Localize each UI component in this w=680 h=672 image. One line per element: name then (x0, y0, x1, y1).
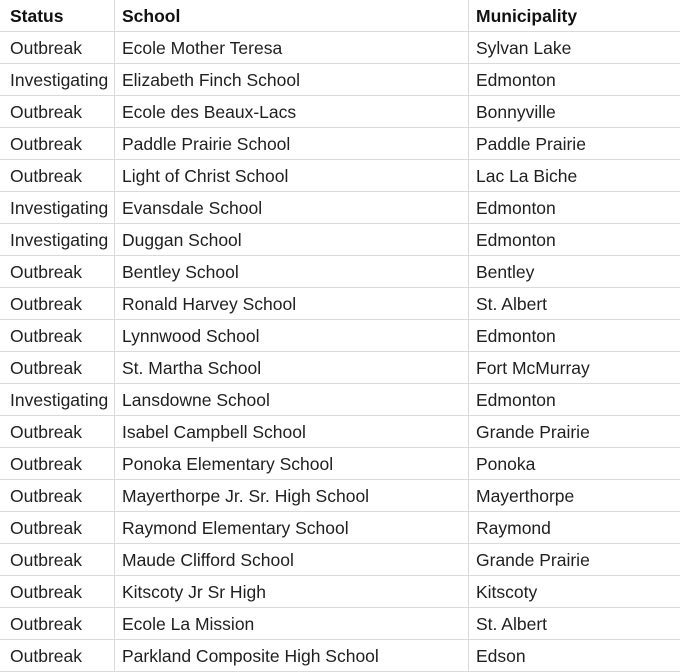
header-row (0, 0, 680, 32)
cell-status[interactable]: Outbreak (0, 288, 115, 320)
table-row (0, 384, 680, 416)
cell-school[interactable]: Parkland Composite High School (115, 640, 469, 672)
table-row (0, 480, 680, 512)
cell-status[interactable]: Investigating (0, 64, 115, 96)
cell-status[interactable]: Outbreak (0, 256, 115, 288)
cell-school[interactable]: Ecole Mother Teresa (115, 32, 469, 64)
header-school[interactable]: School (115, 0, 469, 32)
cell-status[interactable]: Investigating (0, 384, 115, 416)
cell-status[interactable]: Outbreak (0, 640, 115, 672)
header-status[interactable]: Status (0, 0, 115, 32)
cell-school[interactable]: Elizabeth Finch School (115, 64, 469, 96)
cell-status[interactable]: Outbreak (0, 480, 115, 512)
cell-municipality[interactable]: Edmonton (469, 320, 680, 352)
table-row (0, 352, 680, 384)
cell-municipality[interactable]: Paddle Prairie (469, 128, 680, 160)
header-municipality[interactable]: Municipality (469, 0, 680, 32)
cell-municipality[interactable]: St. Albert (469, 288, 680, 320)
cell-municipality[interactable]: Grande Prairie (469, 416, 680, 448)
cell-status[interactable]: Outbreak (0, 160, 115, 192)
table-row (0, 224, 680, 256)
cell-municipality[interactable]: Grande Prairie (469, 544, 680, 576)
cell-municipality[interactable]: Fort McMurray (469, 352, 680, 384)
table-row (0, 160, 680, 192)
cell-status[interactable]: Outbreak (0, 608, 115, 640)
cell-municipality[interactable]: Ponoka (469, 448, 680, 480)
table-row (0, 64, 680, 96)
cell-school[interactable]: Lansdowne School (115, 384, 469, 416)
table-row (0, 96, 680, 128)
cell-municipality[interactable]: Bentley (469, 256, 680, 288)
table-row (0, 128, 680, 160)
cell-status[interactable]: Outbreak (0, 448, 115, 480)
table-row (0, 448, 680, 480)
cell-municipality[interactable]: Edmonton (469, 64, 680, 96)
cell-school[interactable]: Lynnwood School (115, 320, 469, 352)
cell-school[interactable]: Maude Clifford School (115, 544, 469, 576)
cell-school[interactable]: Kitscoty Jr Sr High (115, 576, 469, 608)
cell-municipality[interactable]: Sylvan Lake (469, 32, 680, 64)
cell-school[interactable]: Ronald Harvey School (115, 288, 469, 320)
table-row (0, 512, 680, 544)
cell-municipality[interactable]: Edmonton (469, 192, 680, 224)
cell-school[interactable]: Isabel Campbell School (115, 416, 469, 448)
cell-school[interactable]: Mayerthorpe Jr. Sr. High School (115, 480, 469, 512)
cell-status[interactable]: Outbreak (0, 576, 115, 608)
cell-school[interactable]: Duggan School (115, 224, 469, 256)
cell-status[interactable]: Investigating (0, 192, 115, 224)
cell-school[interactable]: Light of Christ School (115, 160, 469, 192)
cell-status[interactable]: Outbreak (0, 512, 115, 544)
cell-school[interactable]: Raymond Elementary School (115, 512, 469, 544)
cell-school[interactable]: Evansdale School (115, 192, 469, 224)
table-row (0, 544, 680, 576)
cell-municipality[interactable]: Mayerthorpe (469, 480, 680, 512)
cell-municipality[interactable]: Edson (469, 640, 680, 672)
cell-municipality[interactable]: Bonnyville (469, 96, 680, 128)
cell-school[interactable]: Bentley School (115, 256, 469, 288)
cell-status[interactable]: Outbreak (0, 128, 115, 160)
cell-school[interactable]: Ecole des Beaux-Lacs (115, 96, 469, 128)
cell-municipality[interactable]: St. Albert (469, 608, 680, 640)
table-row (0, 640, 680, 672)
table-row (0, 192, 680, 224)
cell-school[interactable]: St. Martha School (115, 352, 469, 384)
cell-status[interactable]: Outbreak (0, 544, 115, 576)
cell-school[interactable]: Ponoka Elementary School (115, 448, 469, 480)
cell-status[interactable]: Outbreak (0, 320, 115, 352)
table-row (0, 608, 680, 640)
cell-municipality[interactable]: Edmonton (469, 384, 680, 416)
cell-municipality[interactable]: Edmonton (469, 224, 680, 256)
cell-municipality[interactable]: Kitscoty (469, 576, 680, 608)
table-row (0, 576, 680, 608)
cell-school[interactable]: Ecole La Mission (115, 608, 469, 640)
table-row (0, 320, 680, 352)
table-row (0, 288, 680, 320)
cell-status[interactable]: Outbreak (0, 352, 115, 384)
cell-municipality[interactable]: Lac La Biche (469, 160, 680, 192)
cell-status[interactable]: Outbreak (0, 32, 115, 64)
cell-status[interactable]: Investigating (0, 224, 115, 256)
table-row (0, 256, 680, 288)
cell-municipality[interactable]: Raymond (469, 512, 680, 544)
cell-status[interactable]: Outbreak (0, 416, 115, 448)
table-row (0, 32, 680, 64)
table-row (0, 416, 680, 448)
cell-status[interactable]: Outbreak (0, 96, 115, 128)
cell-school[interactable]: Paddle Prairie School (115, 128, 469, 160)
